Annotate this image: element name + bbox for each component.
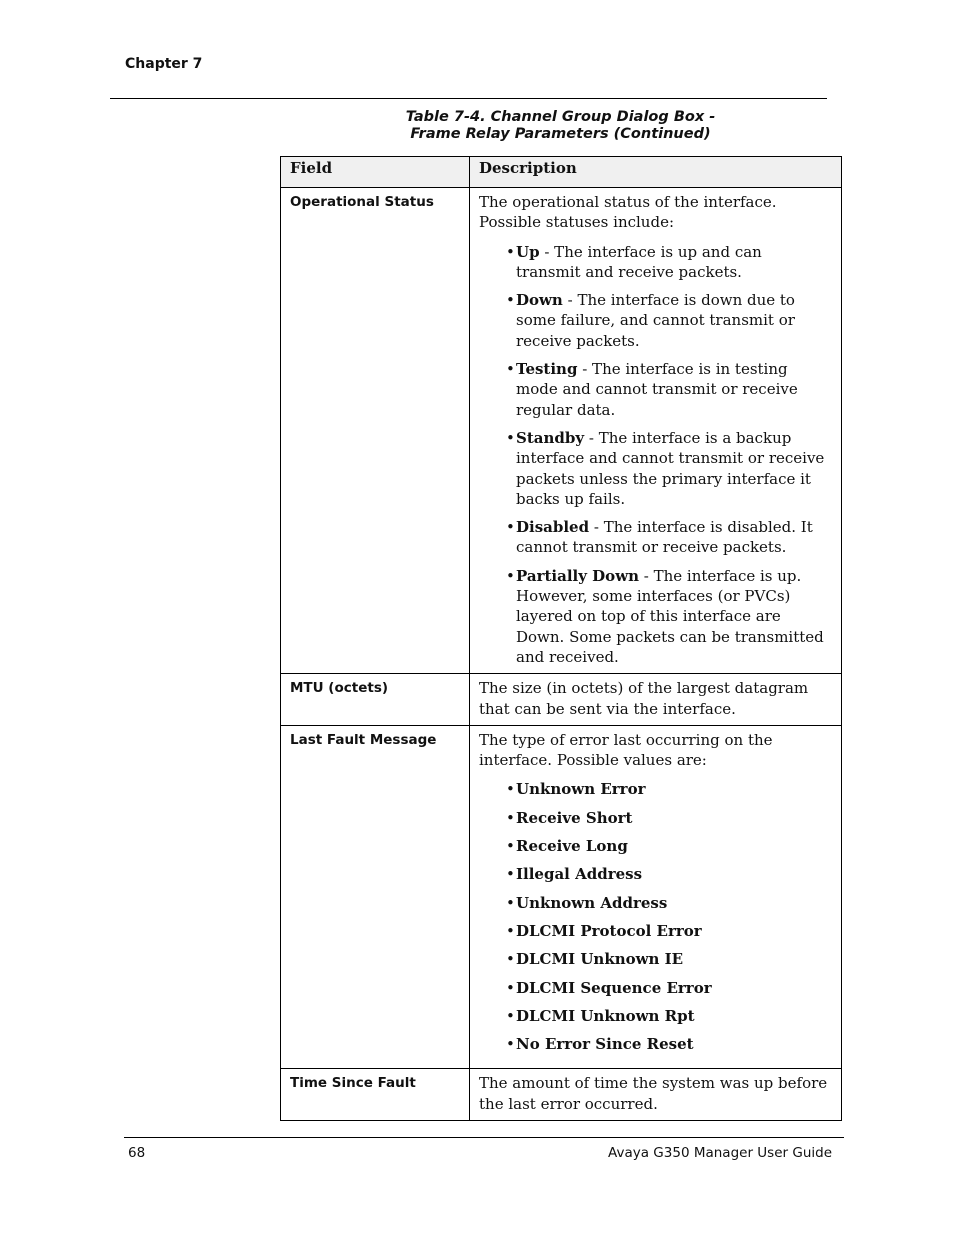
list-item: [506, 566, 831, 667]
list-item: [506, 978, 831, 998]
status-text: - The interface is a backup interface and cannot transmit or receive packets unless the primary interface it backs up fails.: [516, 428, 825, 508]
fault-values-list: [479, 779, 831, 1054]
list-item: [506, 242, 831, 283]
bullet-icon: •: [506, 360, 515, 379]
field-name: Operational Status: [281, 188, 470, 674]
table-row-time-since-fault: [281, 1069, 842, 1121]
status-text: - The interface is disabled. It cannot transmit or receive packets.: [516, 518, 813, 557]
field-name: MTU (octets): [281, 674, 470, 726]
fault-value: Illegal Address: [516, 865, 643, 884]
page-number: 68: [128, 1145, 146, 1161]
list-item: [506, 864, 831, 884]
bullet-icon: •: [506, 921, 515, 940]
table-row-operational-status: [281, 188, 842, 674]
bullet-icon: •: [506, 780, 515, 799]
table-caption-line-1: Table 7-4. Channel Group Dialog Box -: [405, 109, 716, 125]
fault-value: No Error Since Reset: [516, 1035, 694, 1054]
status-text: - The interface is up. However, some interfaces (or PVCs) layered on top of this interface are Down. Some packets can be transmitted and received.: [516, 566, 824, 666]
table-row-last-fault-message: [281, 725, 842, 1069]
description-text: The amount of time the system was up before the last error occurred.: [479, 1074, 828, 1113]
description-text: The operational status of the interface. Possible statuses include:: [479, 193, 777, 232]
list-item: [506, 517, 831, 558]
description-text: The size (in octets) of the largest datagram that can be sent via the interface.: [479, 679, 809, 718]
bullet-icon: •: [506, 1006, 515, 1025]
guide-title: Avaya G350 Manager User Guide: [608, 1145, 832, 1161]
status-term: Testing: [516, 360, 578, 379]
bullet-icon: •: [506, 1035, 515, 1054]
bullet-icon: •: [506, 978, 515, 997]
fault-value: DLCMI Sequence Error: [516, 978, 712, 997]
bullet-icon: •: [506, 518, 515, 537]
list-item: [506, 779, 831, 799]
chapter-heading: Chapter 7: [125, 56, 203, 72]
fault-value: DLCMI Unknown Rpt: [516, 1006, 695, 1025]
column-header-description: Description: [470, 157, 842, 188]
status-text: - The interface is up and can transmit and receive packets.: [516, 242, 762, 281]
bullet-icon: •: [506, 808, 515, 827]
field-description: [470, 674, 842, 726]
list-item: [506, 428, 831, 509]
fault-value: Receive Long: [516, 837, 628, 856]
bullet-icon: •: [506, 291, 515, 310]
bullet-icon: •: [506, 837, 515, 856]
bullet-icon: •: [506, 893, 515, 912]
parameters-table: [280, 156, 842, 1121]
table-header-row: [281, 157, 842, 188]
header-rule: [110, 98, 827, 99]
column-header-field: Field: [281, 157, 470, 188]
field-name: Time Since Fault: [281, 1069, 470, 1121]
field-description: [470, 1069, 842, 1121]
footer-rule: [124, 1137, 844, 1138]
list-item: [506, 1006, 831, 1026]
field-description: [470, 188, 842, 674]
field-description: [470, 725, 842, 1069]
table-caption: [280, 109, 841, 143]
status-term: Partially Down: [516, 566, 640, 585]
status-text: - The interface is in testing mode and cannot transmit or receive regular data.: [516, 360, 798, 419]
list-item: [506, 836, 831, 856]
status-term: Down: [516, 291, 563, 310]
status-term: Standby: [516, 428, 585, 447]
status-text: - The interface is down due to some failure, and cannot transmit or receive packets.: [516, 291, 795, 350]
fault-value: Unknown Error: [516, 780, 646, 799]
status-list: [479, 242, 831, 668]
list-item: [506, 359, 831, 420]
bullet-icon: •: [506, 865, 515, 884]
list-item: [506, 949, 831, 969]
fault-value: DLCMI Unknown IE: [516, 950, 684, 969]
fault-value: Receive Short: [516, 808, 633, 827]
table-caption-line-2: Frame Relay Parameters (Continued): [410, 126, 711, 142]
fault-value: Unknown Address: [516, 893, 668, 912]
bullet-icon: •: [506, 950, 515, 969]
list-item: [506, 290, 831, 351]
bullet-icon: •: [506, 242, 515, 261]
table-row-mtu: [281, 674, 842, 726]
list-item: [506, 921, 831, 941]
list-item: [506, 808, 831, 828]
fault-value: DLCMI Protocol Error: [516, 921, 702, 940]
bullet-icon: •: [506, 566, 515, 585]
list-item: [506, 893, 831, 913]
list-item: [506, 1034, 831, 1054]
status-term: Up: [516, 242, 540, 261]
description-text: The type of error last occurring on the interface. Possible values are:: [479, 730, 773, 770]
bullet-icon: •: [506, 428, 515, 447]
field-name: Last Fault Message: [281, 725, 470, 1069]
status-term: Disabled: [516, 518, 590, 537]
